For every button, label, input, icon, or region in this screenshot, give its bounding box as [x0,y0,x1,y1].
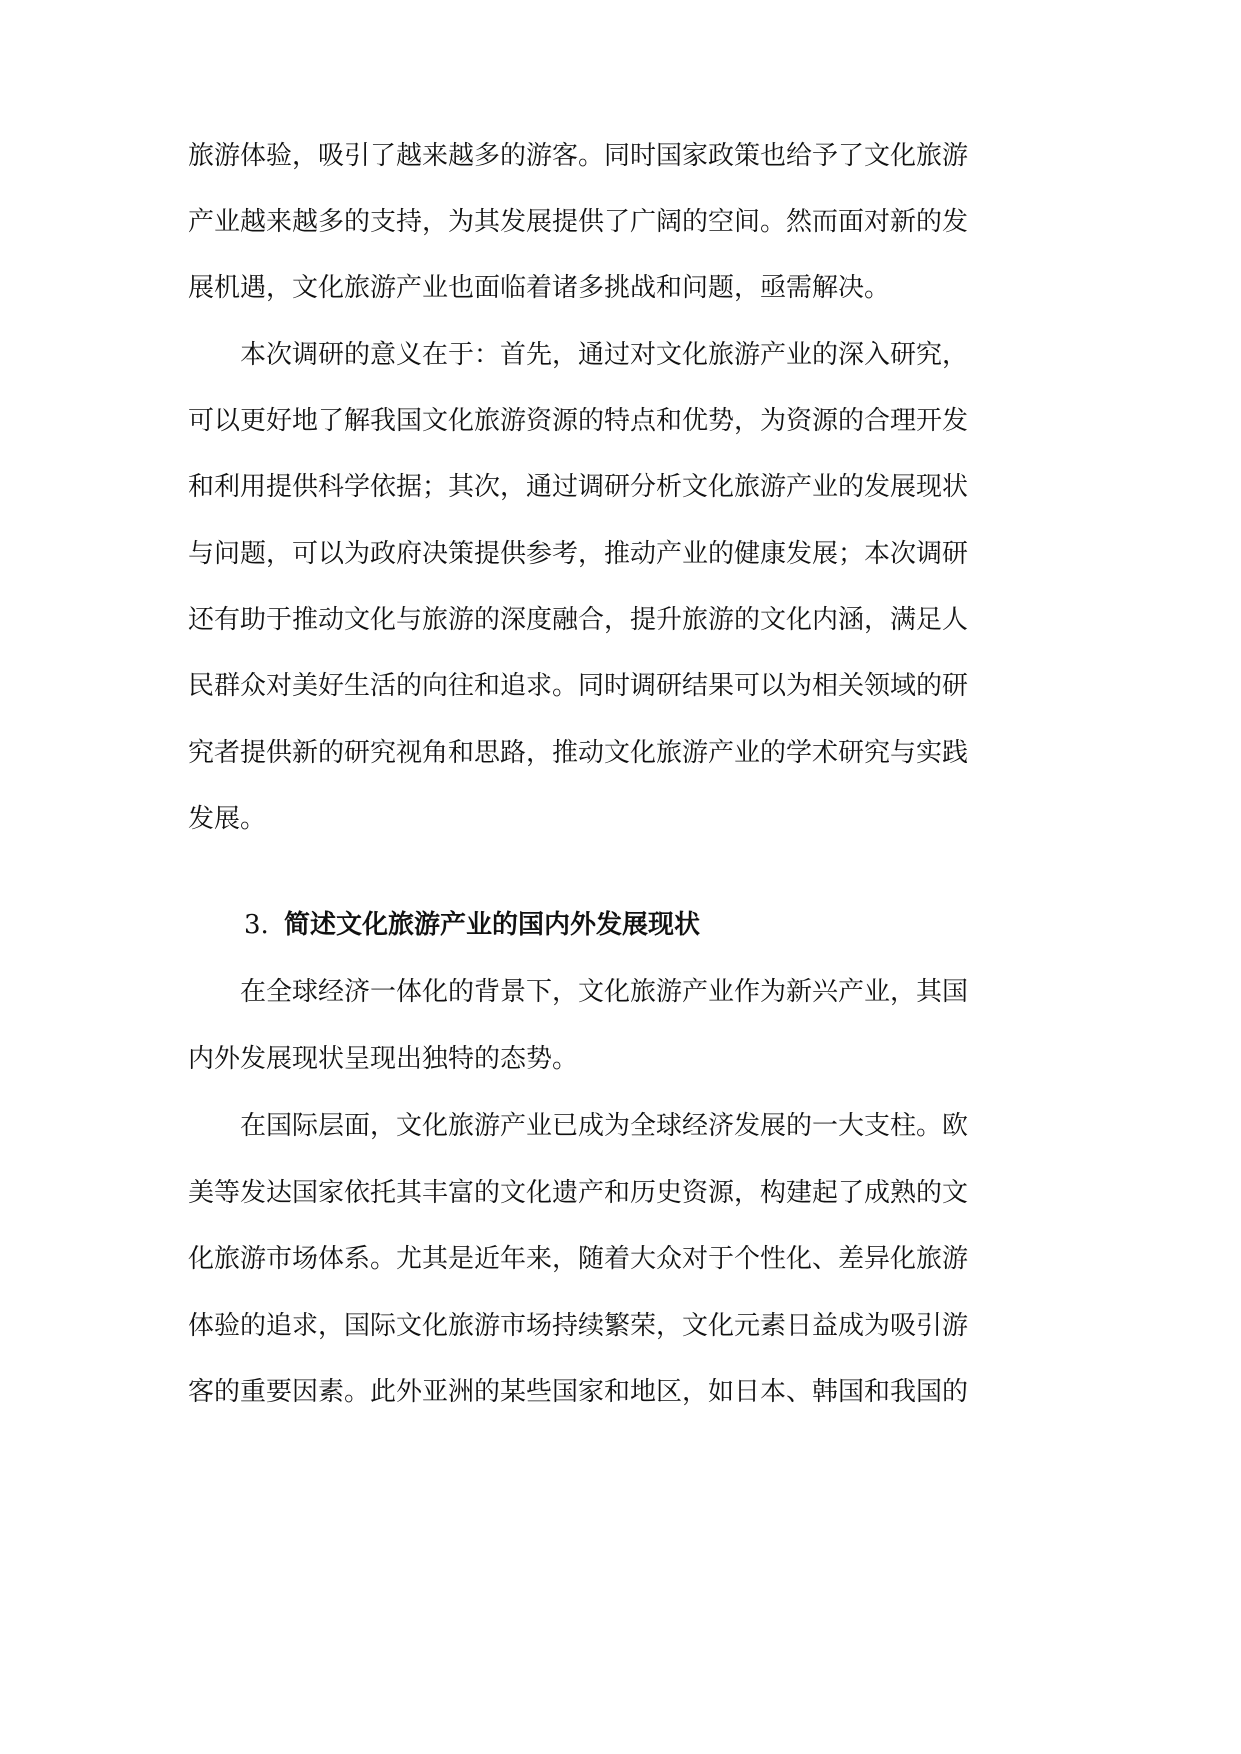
paragraph-line: 客的重要因素。此外亚洲的某些国家和地区，如日本、韩国和我国的 [188,1377,969,1407]
paragraph-line: 和利用提供科学依据；其次，通过调研分析文化旅游产业的发展现状 [188,472,969,502]
paragraph-line: 化旅游市场体系。尤其是近年来，随着大众对于个性化、差异化旅游 [188,1244,969,1274]
paragraph-line: 可以更好地了解我国文化旅游资源的特点和优势，为资源的合理开发 [188,406,969,436]
paragraph-line: 与问题，可以为政府决策提供参考，推动产业的健康发展；本次调研 [188,539,969,569]
paragraph-line: 美等发达国家依托其丰富的文化遗产和历史资源，构建起了成熟的文 [188,1178,969,1208]
paragraph-line: 还有助于推动文化与旅游的深度融合，提升旅游的文化内涵，满足人 [188,605,969,635]
paragraph-line: 内外发展现状呈现出独特的态势。 [188,1044,579,1074]
paragraph-line: 究者提供新的研究视角和思路，推动文化旅游产业的学术研究与实践 [188,738,969,768]
paragraph-line: 在国际层面，文化旅游产业已成为全球经济发展的一大支柱。欧 [240,1111,969,1141]
paragraph-line: 旅游体验，吸引了越来越多的游客。同时国家政策也给予了文化旅游 [188,141,969,171]
section-title: 简述文化旅游产业的国内外发展现状 [284,910,701,940]
paragraph-line: 展机遇，文化旅游产业也面临着诸多挑战和问题，亟需解决。 [188,273,891,303]
paragraph-line: 产业越来越多的支持，为其发展提供了广阔的空间。然而面对新的发 [188,207,969,237]
paragraph-line: 发展。 [188,804,267,834]
section-number: 3. [244,910,269,940]
paragraph-line: 民群众对美好生活的向往和追求。同时调研结果可以为相关领域的研 [188,671,969,701]
paragraph-line: 在全球经济一体化的背景下，文化旅游产业作为新兴产业，其国 [240,977,969,1007]
section-heading [244,903,1060,947]
paragraph-line: 体验的追求，国际文化旅游市场持续繁荣，文化元素日益成为吸引游 [188,1311,969,1341]
paragraph-line: 本次调研的意义在于：首先，通过对文化旅游产业的深入研究， [240,340,969,370]
